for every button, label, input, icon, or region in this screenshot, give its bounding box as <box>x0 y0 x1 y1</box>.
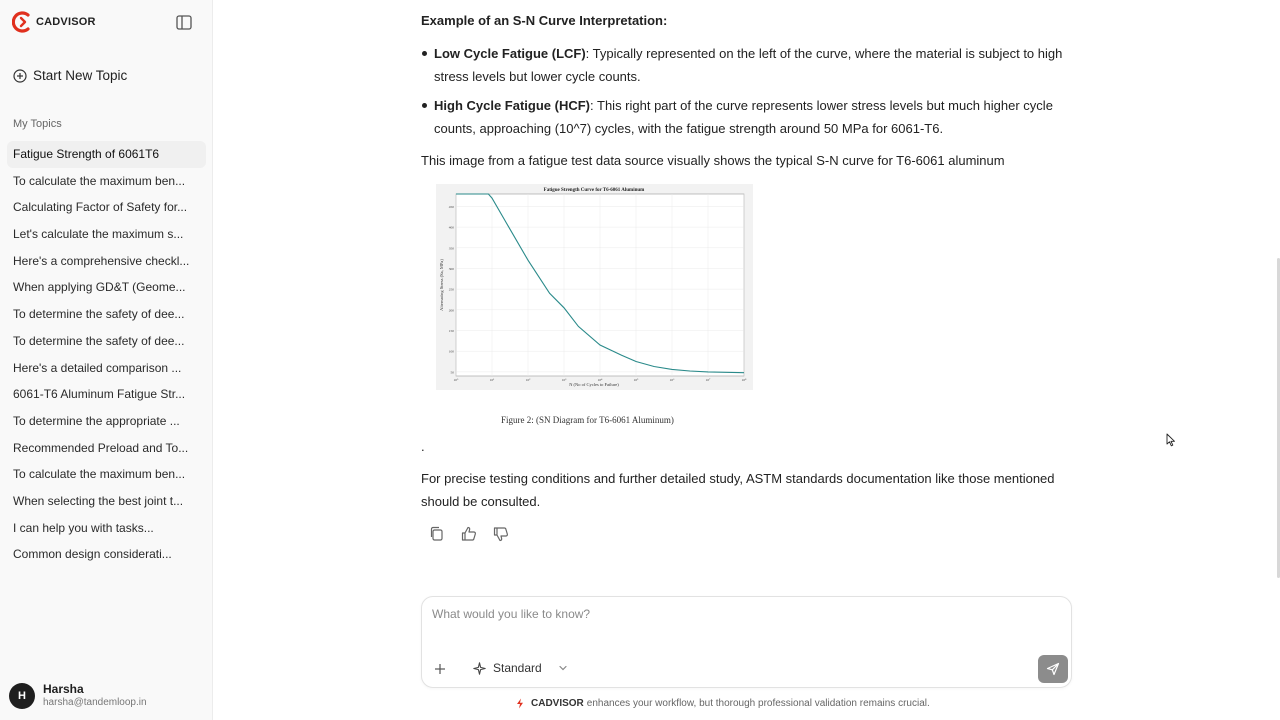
chart-title: Fatigue Strength Curve for T6-6061 Aluminum <box>543 188 645 193</box>
figure-caption: Figure 2: (SN Diagram for T6-6061 Aluminum) <box>501 415 674 425</box>
topic-list <box>7 141 206 568</box>
sidebar-topic-item[interactable]: To determine the safety of dee... <box>13 307 185 322</box>
x-tick-label: 10⁸ <box>741 378 747 382</box>
footer-text: enhances your workflow, but thorough professional validation remains crucial. <box>586 698 930 709</box>
y-tick-label: 100 <box>448 349 454 354</box>
chevron-down-icon <box>558 663 568 673</box>
cadvisor-logo-icon <box>12 11 34 33</box>
bolt-icon <box>516 698 524 709</box>
y-tick-label: 400 <box>448 225 454 230</box>
message-actions <box>428 525 524 543</box>
sidebar-topic-item[interactable]: Fatigue Strength of 6061T6 <box>7 141 206 168</box>
y-tick-label: 350 <box>448 246 454 251</box>
sidebar-topic-item[interactable]: To calculate the maximum ben... <box>13 173 186 188</box>
send-button[interactable] <box>1038 655 1068 683</box>
sidebar-topic-item[interactable]: When applying GD&T (Geome... <box>13 280 186 295</box>
message-composer <box>421 596 1072 688</box>
y-tick-label: 150 <box>448 329 454 333</box>
bullet-list <box>421 42 1081 146</box>
x-tick-label: 10° <box>453 378 459 382</box>
sidebar-topic-item[interactable]: Here's a comprehensive checkl... <box>13 253 190 268</box>
sidebar-topic-item[interactable]: Let's calculate the maximum s... <box>13 227 184 242</box>
stray-period: . <box>421 439 425 454</box>
start-new-topic-label: Start New Topic <box>33 68 128 83</box>
bullet-lcf <box>421 42 1081 88</box>
y-tick-label: 300 <box>448 266 454 271</box>
y-axis-label: Alternating Stress (Sa, MPa) <box>439 259 444 311</box>
sidebar-topic-item[interactable]: Recommended Preload and To... <box>13 440 189 455</box>
message-paragraph: For precise testing conditions and further detailed study, ASTM standards documentation like those mentioned should be consulted. <box>421 471 1055 509</box>
x-tick-label: 10⁵ <box>633 378 639 382</box>
thumbs-up-icon[interactable] <box>460 525 478 543</box>
bullet-term: High Cycle Fatigue (HCF) <box>434 98 591 113</box>
mode-label: Standard <box>493 661 542 675</box>
x-axis-label: N (No of Cycles to Failure) <box>569 382 619 387</box>
mode-select[interactable] <box>473 661 568 675</box>
footer-brand: CADVISOR <box>531 698 584 709</box>
copy-icon[interactable] <box>428 525 446 543</box>
sidebar-topic-item[interactable]: Common design considerati... <box>13 547 172 562</box>
mouse-cursor-icon <box>1166 433 1176 447</box>
sidebar-topic-item[interactable]: To determine the appropriate ... <box>13 413 180 428</box>
sn-curve-figure <box>436 184 753 390</box>
bullet-text: : Typically represented on the left of the curve, where the material is subject to high stress levels but lower cycle counts. <box>434 46 1063 84</box>
message-heading: Example of an S-N Curve Interpretation: <box>421 13 668 28</box>
y-tick-label: 450 <box>448 204 454 209</box>
sidebar-topic-item[interactable]: I can help you with tasks... <box>13 520 154 535</box>
x-tick-label: 10² <box>525 378 531 382</box>
sidebar-topic-item[interactable]: To determine the safety of dee... <box>13 333 185 348</box>
bullet-text: : This right part of the curve represents lower stress levels but much higher cycle counts, approaching (10^7) cycles, with the fatigue strength around 50 MPa for 6061-T6. <box>434 98 1053 136</box>
chat-area <box>213 0 1280 720</box>
start-new-topic-button[interactable] <box>13 68 127 83</box>
bullet-hcf <box>421 94 1081 140</box>
sidebar-topic-item[interactable]: To calculate the maximum ben... <box>13 467 186 482</box>
sidebar-topic-item[interactable]: Calculating Factor of Safety for... <box>13 200 188 215</box>
x-tick-label: 10³ <box>561 378 567 382</box>
y-tick-label: 200 <box>448 308 454 313</box>
thumbs-down-icon[interactable] <box>492 525 510 543</box>
y-tick-label: 250 <box>448 287 454 292</box>
sidebar <box>0 0 213 720</box>
plus-circle-icon <box>13 69 27 83</box>
sidebar-topic-item[interactable]: When selecting the best joint t... <box>13 493 184 508</box>
sn-curve-chart <box>436 184 753 390</box>
bullet-term: Low Cycle Fatigue (LCF) <box>434 46 586 61</box>
add-attachment-icon[interactable] <box>434 663 446 675</box>
app-name: CADVISOR <box>36 16 96 28</box>
chat-input[interactable] <box>432 607 1032 621</box>
app-logo[interactable] <box>12 11 96 33</box>
x-tick-label: 10¹ <box>489 378 495 382</box>
footer-disclaimer <box>516 698 930 709</box>
y-tick-label: 50 <box>450 370 454 375</box>
sidebar-toggle-icon[interactable] <box>176 15 192 30</box>
user-email: harsha@tandemloop.in <box>43 697 147 708</box>
send-icon <box>1046 662 1060 676</box>
avatar: H <box>9 683 35 709</box>
x-tick-label: 10⁶ <box>669 378 675 382</box>
my-topics-heading: My Topics <box>13 118 62 130</box>
x-tick-label: 10⁴ <box>597 378 603 382</box>
sidebar-topic-item[interactable]: 6061-T6 Aluminum Fatigue Str... <box>13 387 186 402</box>
x-tick-label: 10⁷ <box>705 378 711 382</box>
user-name: Harsha <box>43 682 84 696</box>
user-profile[interactable] <box>9 682 147 710</box>
sparkle-icon <box>473 662 486 675</box>
sidebar-topic-item[interactable]: Here's a detailed comparison ... <box>13 360 182 375</box>
message-paragraph: This image from a fatigue test data source visually shows the typical S-N curve for T6-6061 aluminum <box>421 153 1005 168</box>
